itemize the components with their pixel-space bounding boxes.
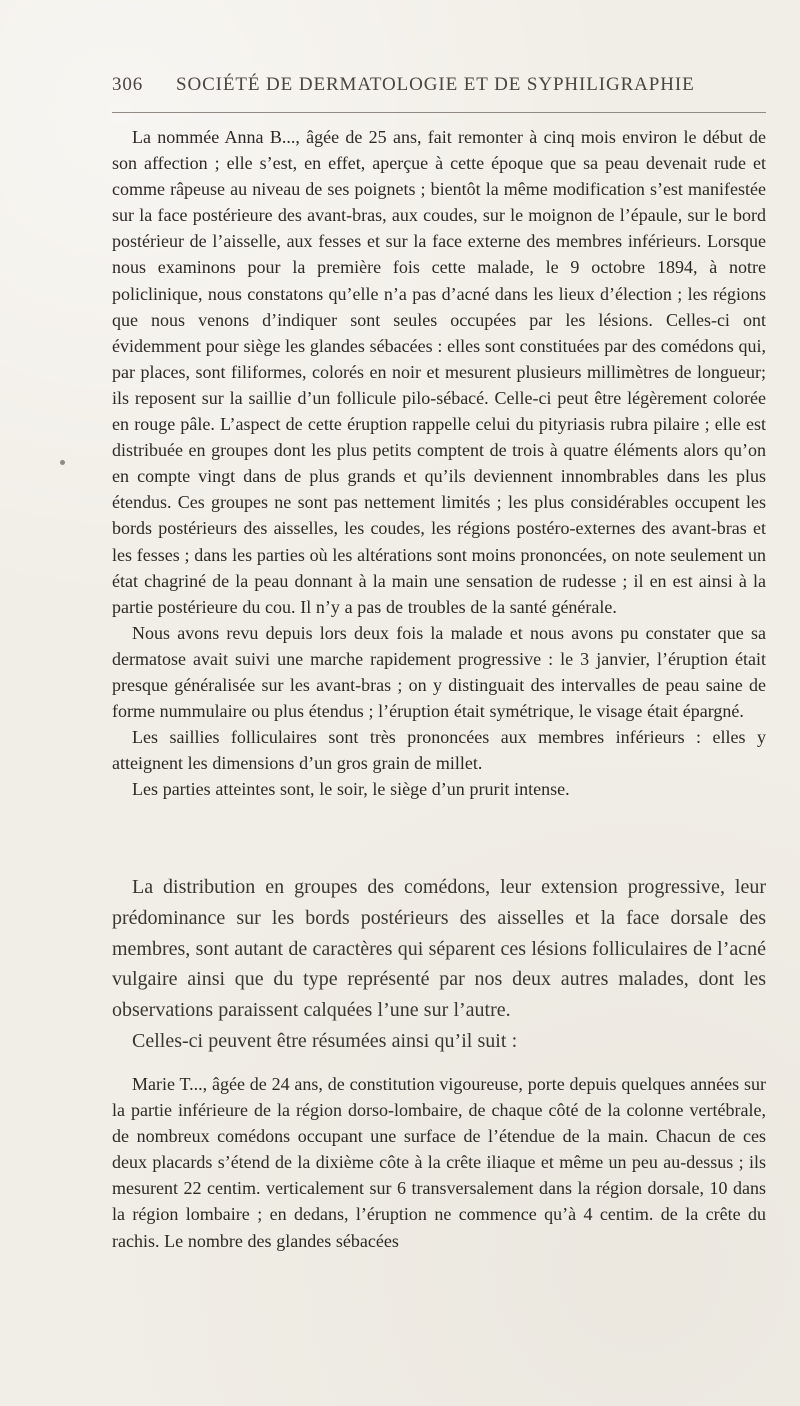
case-description-anna	[112, 124, 766, 802]
discussion-paragraph: Celles-ci peuvent être résumées ainsi qu’il suit :	[132, 1029, 518, 1052]
case-paragraph: Les parties atteintes sont, le soir, le siège d’un prurit intense.	[132, 779, 570, 800]
page-number: 306	[112, 74, 144, 95]
margin-ink-spot	[60, 460, 65, 465]
case-paragraph: Nous avons revu depuis lors deux fois la malade et nous avons pu constater que sa dermatose avait suivi une marche rapidement progressive : le 3 janvier, l’éruption était presque généralisée sur les avant-bras ; on y distinguait des intervalles de peau saine de forme nummulaire ou plus étendus ; l’éruption était symétrique, le visage était épargné.	[112, 622, 766, 722]
case-paragraph: La nommée Anna B..., âgée de 25 ans, fait remonter à cinq mois environ le début de son affection ; elle s’est, en effet, aperçue à cette époque que sa peau devenait rude et comme râpeuse au niveau de ses poignets ; bientôt la même modification s’est manifestée sur la face postérieure des avant-bras, aux coudes, sur le moignon de l’épaule, sur le bord postérieur de l’aisselle, aux fesses et sur la face externe des membres inférieurs. Lorsque nous examinons pour la première fois cette malade, le 9 octobre 1894, à notre policlinique, nous constatons qu’elle n’a pas d’acné dans les lieux d’élection ; les régions que nous venons d’indiquer sont seules occupées par les lésions. Celles-ci ont évidemment pour siège les glandes sébacées : elles sont constituées par des comédons qui, par places, sont filiformes, colorés en noir et mesurent plusieurs millimètres de longueur; ils reposent sur la saillie d’un follicule pilo-sébacé. Celle-ci peut être légèrement colorée en rouge pâle. L’aspect de cette éruption rappelle celui du pityriasis rubra pilaire ; elle est distribuée en groupes dont les plus petits comptent de trois à quatre éléments alors qu’on en compte vingt dans de plus grands et qu’ils deviennent innombrables dans les plus étendus. Ces groupes ne sont pas nettement limités ; les plus considérables occupent les bords postérieurs des aisselles, les coudes, les régions postéro-externes des avant-bras et les fesses ; dans les parties où les altérations sont moins prononcées, on note seulement un état chagriné de la peau donnant à la main une sensation de rudesse ; il en est ainsi à la partie postérieure du cou. Il n’y a pas de troubles de la santé générale.	[112, 127, 766, 617]
case-description-marie	[112, 1071, 766, 1254]
header-rule	[112, 112, 766, 113]
running-title: SOCIÉTÉ DE DERMATOLOGIE ET DE SYPHILIGRAPHIE	[176, 74, 695, 95]
page-header	[112, 74, 742, 100]
discussion-section	[112, 872, 766, 1057]
case-paragraph: Les saillies folliculaires sont très prononcées aux membres inférieurs : elles y atteignent les dimensions d’un gros grain de millet.	[112, 727, 766, 774]
discussion-paragraph: La distribution en groupes des comédons, leur extension progressive, leur prédominance sur les bords postérieurs des aisselles et la face dorsale des membres, sont autant de caractères qui séparent ces lésions folliculaires de l’acné vulgaire ainsi que du type représenté par nos deux autres malades, dont les observations paraissent calquées l’une sur l’autre.	[112, 876, 766, 1022]
case-paragraph: Marie T..., âgée de 24 ans, de constitution vigoureuse, porte depuis quelques années sur la partie inférieure de la région dorso-lombaire, de chaque côté de la colonne vertébrale, de nombreux comédons occupant une surface de l’étendue de la main. Chacun de ces deux placards s’étend de la dixième côte à la crête iliaque et même un peu au-dessus ; ils mesurent 22 centim. verticalement sur 6 transversalement dans la région dorsale, 10 dans la région lombaire ; en dedans, l’éruption ne commence qu’à 4 centim. de la crête du rachis. Le nombre des glandes sébacées	[112, 1074, 766, 1251]
